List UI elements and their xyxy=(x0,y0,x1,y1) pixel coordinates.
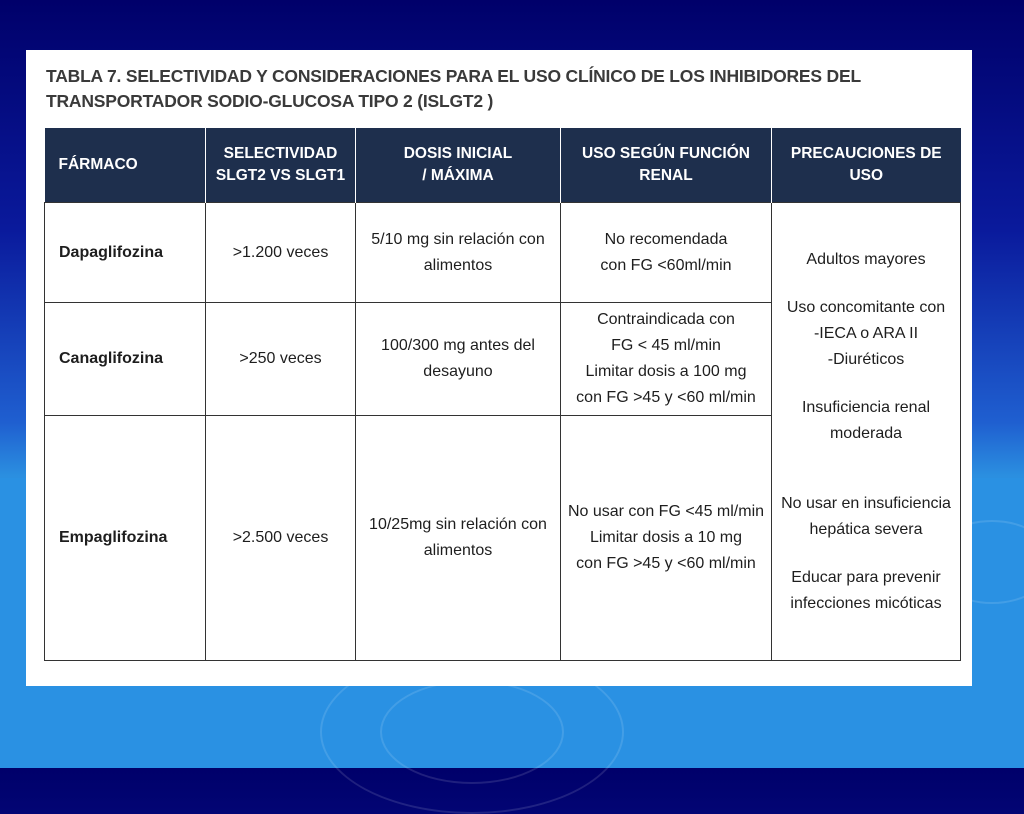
slide-content xyxy=(26,50,972,686)
drug-name-cell: Empaglifozina xyxy=(45,416,206,661)
selectivity-cell: >1.200 veces xyxy=(206,203,356,303)
column-header-precauciones: PRECAUCIONES DE USO xyxy=(772,128,961,203)
table-header-row xyxy=(45,128,961,203)
precaution-item: Uso concomitante con -IECA o ARA II -Diuréticos xyxy=(786,298,946,368)
renal-use-cell: No recomendada con FG <60ml/min xyxy=(561,203,772,303)
dose-cell: 10/25mg sin relación con alimentos xyxy=(356,416,561,661)
precaution-item: Insuficiencia renal moderada xyxy=(801,398,931,442)
precaution-item: Adultos mayores xyxy=(806,250,926,268)
table-row xyxy=(45,203,961,303)
spacer xyxy=(778,543,954,565)
selectivity-cell: >2.500 veces xyxy=(206,416,356,661)
drug-name-cell: Dapaglifozina xyxy=(45,203,206,303)
spacer xyxy=(778,447,954,491)
renal-use-cell: No usar con FG <45 ml/min Limitar dosis a 10 mg con FG >45 y <60 ml/min xyxy=(561,416,772,661)
drug-comparison-table xyxy=(44,128,961,661)
precaution-item: Educar para prevenir infecciones micóticas xyxy=(790,568,942,612)
column-header-dosis: DOSIS INICIAL / MÁXIMA xyxy=(356,128,561,203)
spacer xyxy=(778,373,954,395)
column-header-selectividad: SELECTIVIDAD SLGT2 VS SLGT1 xyxy=(206,128,356,203)
spacer xyxy=(778,273,954,295)
table-title: TABLA 7. SELECTIVIDAD Y CONSIDERACIONES PARA EL USO CLÍNICO DE LOS INHIBIDORES DEL TRANSPORTADOR SODIO-GLUCOSA TIPO 2 (ISLGT2 ) xyxy=(46,66,861,111)
dose-cell: 100/300 mg antes del desayuno xyxy=(356,303,561,416)
water-ripple-decoration xyxy=(380,680,564,784)
column-header-farmaco: FÁRMACO xyxy=(45,128,206,203)
precaution-item: No usar en insuficiencia hepática severa xyxy=(781,494,951,538)
precautions-cell xyxy=(772,203,961,661)
renal-use-cell: Contraindicada con FG < 45 ml/min Limitar dosis a 100 mg con FG >45 y <60 ml/min xyxy=(561,303,772,416)
column-header-uso-renal: USO SEGÚN FUNCIÓN RENAL xyxy=(561,128,772,203)
dose-cell: 5/10 mg sin relación con alimentos xyxy=(356,203,561,303)
selectivity-cell: >250 veces xyxy=(206,303,356,416)
drug-name-cell: Canaglifozina xyxy=(45,303,206,416)
